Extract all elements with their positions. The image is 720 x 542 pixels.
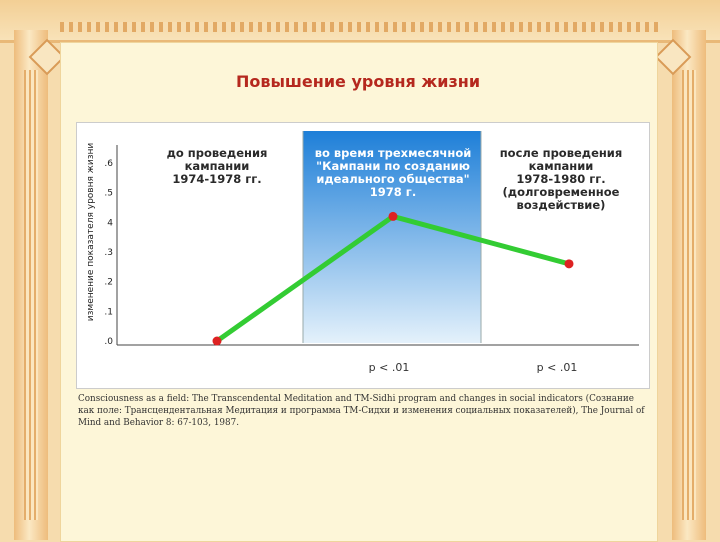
y-tick-label: .5	[104, 188, 113, 199]
category-label: после проведения	[499, 146, 623, 160]
y-tick-label: .0	[104, 337, 113, 347]
significance-label: p < .01	[536, 361, 578, 374]
significance-label: p < .01	[368, 361, 410, 374]
source-citation: Consciousness as a field: The Transcendental Meditation and TM-Sidhi program and changes in social indicators (Сознание как поле: Трансцендентальная Медитация и программа ТМ-Сидхи и изменения социальных показателей), The Journal of Mind and Behavior 8: 67-103, 1987.	[78, 394, 645, 428]
line-chart	[77, 123, 649, 388]
category-label: "Кампани по созданию	[316, 159, 470, 173]
data-point	[389, 212, 398, 221]
category-label: до проведения	[166, 146, 268, 160]
category-label: во время трехмесячной	[314, 146, 472, 160]
left-pillar-ornament	[14, 30, 48, 540]
data-point	[565, 259, 574, 268]
category-label: 1978 г.	[369, 185, 417, 199]
category-label: кампании	[528, 159, 594, 173]
slide-title: Повышение уровня жизни	[235, 72, 481, 91]
pillar-flute	[24, 70, 38, 520]
category-label: кампании	[184, 159, 250, 173]
category-label: 1978-1980 гг.	[516, 172, 606, 186]
category-label: 1974-1978 гг.	[172, 172, 262, 186]
y-axis-label: изменение показателя уровня жизни	[86, 142, 96, 322]
pillar-flute	[682, 70, 696, 520]
y-tick-label: 4	[107, 218, 113, 229]
y-tick-label: .6	[104, 159, 113, 169]
category-label: (долговременное	[502, 185, 620, 199]
y-tick-label: .2	[104, 277, 113, 288]
frame-molding	[60, 22, 660, 32]
data-point	[213, 337, 222, 346]
right-pillar-ornament	[672, 30, 706, 540]
y-tick-label: .3	[104, 248, 113, 258]
chart-container	[76, 122, 650, 389]
category-label: идеального общества"	[316, 172, 470, 186]
y-tick-label: .1	[104, 307, 113, 318]
decorative-frame-top	[0, 0, 720, 43]
category-label: воздействие)	[516, 198, 606, 212]
